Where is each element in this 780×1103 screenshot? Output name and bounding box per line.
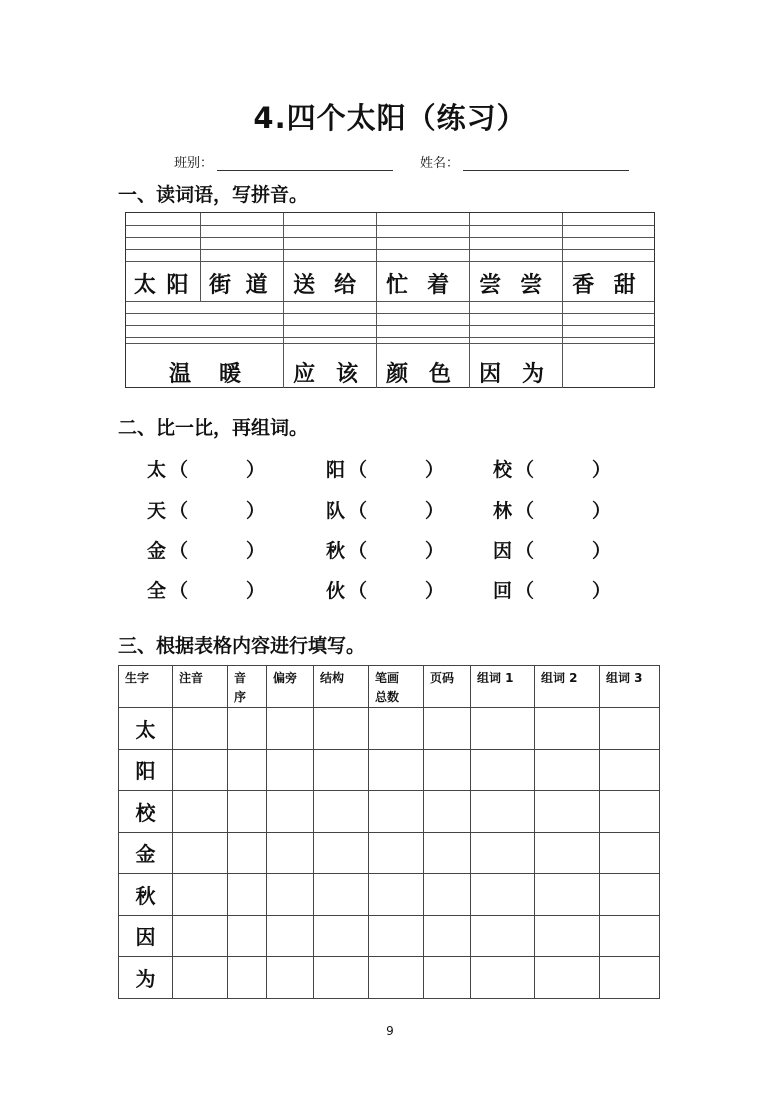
answer-cell[interactable] — [471, 791, 535, 833]
answer-cell[interactable] — [369, 708, 424, 750]
character-cell: 太 — [119, 708, 173, 750]
word-char: 太 — [133, 273, 156, 298]
answer-cell[interactable] — [600, 708, 660, 750]
open-paren: （ — [515, 459, 535, 481]
answer-cell[interactable] — [314, 708, 369, 750]
answer-cell[interactable] — [471, 915, 535, 957]
answer-cell[interactable] — [471, 957, 535, 999]
answer-cell[interactable] — [424, 957, 471, 999]
word-char: 忙 — [386, 273, 409, 298]
class-field[interactable] — [174, 152, 393, 171]
close-paren: ） — [246, 459, 266, 481]
answer-cell[interactable] — [173, 915, 228, 957]
word-char: 颜 — [386, 362, 409, 387]
answer-cell[interactable] — [314, 791, 369, 833]
compare-item — [493, 576, 611, 603]
column-header: 组词 3 — [606, 671, 643, 685]
answer-cell[interactable] — [314, 915, 369, 957]
open-paren: （ — [348, 459, 368, 481]
column-header: 笔画总数 — [375, 671, 400, 704]
compare-item — [493, 536, 611, 563]
answer-cell[interactable] — [600, 957, 660, 999]
word-char: 香 — [572, 273, 595, 298]
word-char: 温 — [169, 362, 192, 387]
compare-char: 校 — [493, 459, 513, 481]
column-header: 组词 1 — [477, 671, 514, 685]
column-header: 结构 — [320, 671, 345, 685]
answer-cell[interactable] — [600, 791, 660, 833]
answer-cell[interactable] — [471, 874, 535, 916]
answer-cell[interactable] — [173, 749, 228, 791]
answer-cell[interactable] — [228, 874, 267, 916]
compare-char: 队 — [326, 500, 346, 522]
class-blank[interactable] — [217, 156, 393, 171]
word-char: 给 — [334, 273, 357, 298]
character-cell: 金 — [119, 832, 173, 874]
compare-char: 阳 — [326, 459, 346, 481]
answer-cell[interactable] — [228, 708, 267, 750]
answer-cell[interactable] — [424, 791, 471, 833]
table-row — [119, 708, 660, 750]
open-paren: （ — [348, 540, 368, 562]
compare-char: 天 — [147, 500, 167, 522]
answer-cell[interactable] — [314, 957, 369, 999]
answer-cell[interactable] — [267, 749, 314, 791]
character-cell: 阳 — [119, 749, 173, 791]
table-row — [119, 791, 660, 833]
word-char: 送 — [293, 273, 316, 298]
answer-cell[interactable] — [471, 708, 535, 750]
answer-cell[interactable] — [173, 791, 228, 833]
column-header: 生字 — [125, 671, 150, 685]
open-paren: （ — [169, 500, 189, 522]
word-char: 尝 — [520, 273, 543, 298]
compare-item — [147, 536, 265, 563]
word-char: 甜 — [613, 273, 636, 298]
answer-cell[interactable] — [471, 749, 535, 791]
word-char: 街 — [208, 273, 231, 298]
answer-cell[interactable] — [267, 791, 314, 833]
answer-cell[interactable] — [535, 957, 600, 999]
compare-char: 秋 — [326, 540, 346, 562]
close-paren: ） — [246, 580, 266, 602]
name-blank[interactable] — [463, 156, 629, 171]
open-paren: （ — [348, 580, 368, 602]
answer-cell[interactable] — [535, 791, 600, 833]
open-paren: （ — [169, 580, 189, 602]
compare-item — [493, 455, 611, 482]
answer-cell[interactable] — [228, 832, 267, 874]
section3-heading: 三、根据表格内容进行填写。 — [118, 635, 366, 657]
name-label: 姓名： — [420, 156, 460, 171]
close-paren: ） — [592, 500, 612, 522]
page-title: 4.四个太阳（练习） — [253, 101, 527, 135]
compare-char: 回 — [493, 580, 513, 602]
answer-cell[interactable] — [600, 874, 660, 916]
compare-char: 林 — [493, 500, 513, 522]
open-paren: （ — [515, 580, 535, 602]
compare-char: 金 — [147, 540, 167, 562]
table-row — [119, 749, 660, 791]
character-cell: 因 — [119, 915, 173, 957]
answer-cell[interactable] — [369, 749, 424, 791]
class-label: 班别： — [174, 156, 214, 171]
table-row — [119, 832, 660, 874]
answer-cell[interactable] — [228, 957, 267, 999]
answer-cell[interactable] — [173, 874, 228, 916]
close-paren: ） — [592, 540, 612, 562]
compare-item — [147, 455, 265, 482]
answer-cell[interactable] — [314, 874, 369, 916]
close-paren: ） — [592, 580, 612, 602]
answer-cell[interactable] — [535, 874, 600, 916]
open-paren: （ — [169, 540, 189, 562]
answer-cell[interactable] — [228, 749, 267, 791]
character-cell: 为 — [119, 957, 173, 999]
answer-cell[interactable] — [535, 915, 600, 957]
section2-heading: 二、比一比，再组词。 — [118, 417, 309, 439]
open-paren: （ — [348, 500, 368, 522]
close-paren: ） — [246, 500, 266, 522]
answer-cell[interactable] — [600, 915, 660, 957]
word-char: 阳 — [166, 273, 189, 298]
column-header: 组词 2 — [541, 671, 578, 685]
answer-cell[interactable] — [369, 874, 424, 916]
answer-cell[interactable] — [369, 832, 424, 874]
open-paren: （ — [515, 540, 535, 562]
word-char: 色 — [428, 362, 451, 387]
close-paren: ） — [425, 459, 445, 481]
answer-cell[interactable] — [600, 832, 660, 874]
compare-char: 全 — [147, 580, 167, 602]
word-char: 暖 — [219, 362, 242, 387]
fill-table — [118, 665, 660, 999]
answer-cell[interactable] — [314, 749, 369, 791]
answer-cell[interactable] — [267, 874, 314, 916]
answer-cell[interactable] — [267, 832, 314, 874]
character-cell: 校 — [119, 791, 173, 833]
answer-cell[interactable] — [369, 915, 424, 957]
close-paren: ） — [425, 580, 445, 602]
answer-cell[interactable] — [424, 874, 471, 916]
column-header: 偏旁 — [273, 671, 298, 685]
answer-cell[interactable] — [228, 791, 267, 833]
answer-cell[interactable] — [369, 957, 424, 999]
close-paren: ） — [425, 500, 445, 522]
answer-cell[interactable] — [267, 957, 314, 999]
open-paren: （ — [515, 500, 535, 522]
table-row — [119, 957, 660, 999]
column-header: 注音 — [179, 671, 204, 685]
answer-cell[interactable] — [424, 915, 471, 957]
word-char: 尝 — [479, 273, 502, 298]
answer-cell[interactable] — [267, 915, 314, 957]
word-char: 为 — [521, 362, 544, 387]
compare-char: 因 — [493, 540, 513, 562]
answer-cell[interactable] — [314, 832, 369, 874]
answer-cell[interactable] — [369, 791, 424, 833]
compare-item — [147, 496, 265, 523]
answer-cell[interactable] — [535, 749, 600, 791]
answer-cell[interactable] — [600, 749, 660, 791]
compare-item — [493, 496, 611, 523]
compare-item — [326, 576, 444, 603]
table-row — [119, 915, 660, 957]
compare-item — [326, 536, 444, 563]
word-char: 该 — [335, 362, 358, 387]
answer-cell[interactable] — [424, 832, 471, 874]
answer-cell[interactable] — [424, 708, 471, 750]
close-paren: ） — [246, 540, 266, 562]
page-number: 9 — [386, 1024, 394, 1038]
close-paren: ） — [425, 540, 445, 562]
answer-cell[interactable] — [424, 749, 471, 791]
answer-cell[interactable] — [267, 708, 314, 750]
column-header: 页码 — [430, 671, 455, 685]
table-row — [119, 874, 660, 916]
section1-heading: 一、读词语，写拼音。 — [118, 184, 309, 206]
name-field[interactable] — [420, 152, 629, 171]
word-char: 着 — [427, 273, 450, 298]
compare-item — [326, 455, 444, 482]
answer-cell[interactable] — [173, 832, 228, 874]
word-char: 应 — [293, 362, 316, 387]
compare-item — [326, 496, 444, 523]
character-cell: 秋 — [119, 874, 173, 916]
word-char: 道 — [245, 273, 268, 298]
compare-char: 太 — [147, 459, 167, 481]
answer-cell[interactable] — [535, 708, 600, 750]
table-header-row — [119, 666, 660, 708]
answer-cell[interactable] — [173, 957, 228, 999]
column-header: 音序 — [234, 671, 247, 704]
answer-cell[interactable] — [471, 832, 535, 874]
open-paren: （ — [169, 459, 189, 481]
answer-cell[interactable] — [228, 915, 267, 957]
word-char: 因 — [479, 362, 502, 387]
answer-cell[interactable] — [173, 708, 228, 750]
answer-cell[interactable] — [535, 832, 600, 874]
compare-char: 伙 — [326, 580, 346, 602]
compare-item — [147, 576, 265, 603]
close-paren: ） — [592, 459, 612, 481]
